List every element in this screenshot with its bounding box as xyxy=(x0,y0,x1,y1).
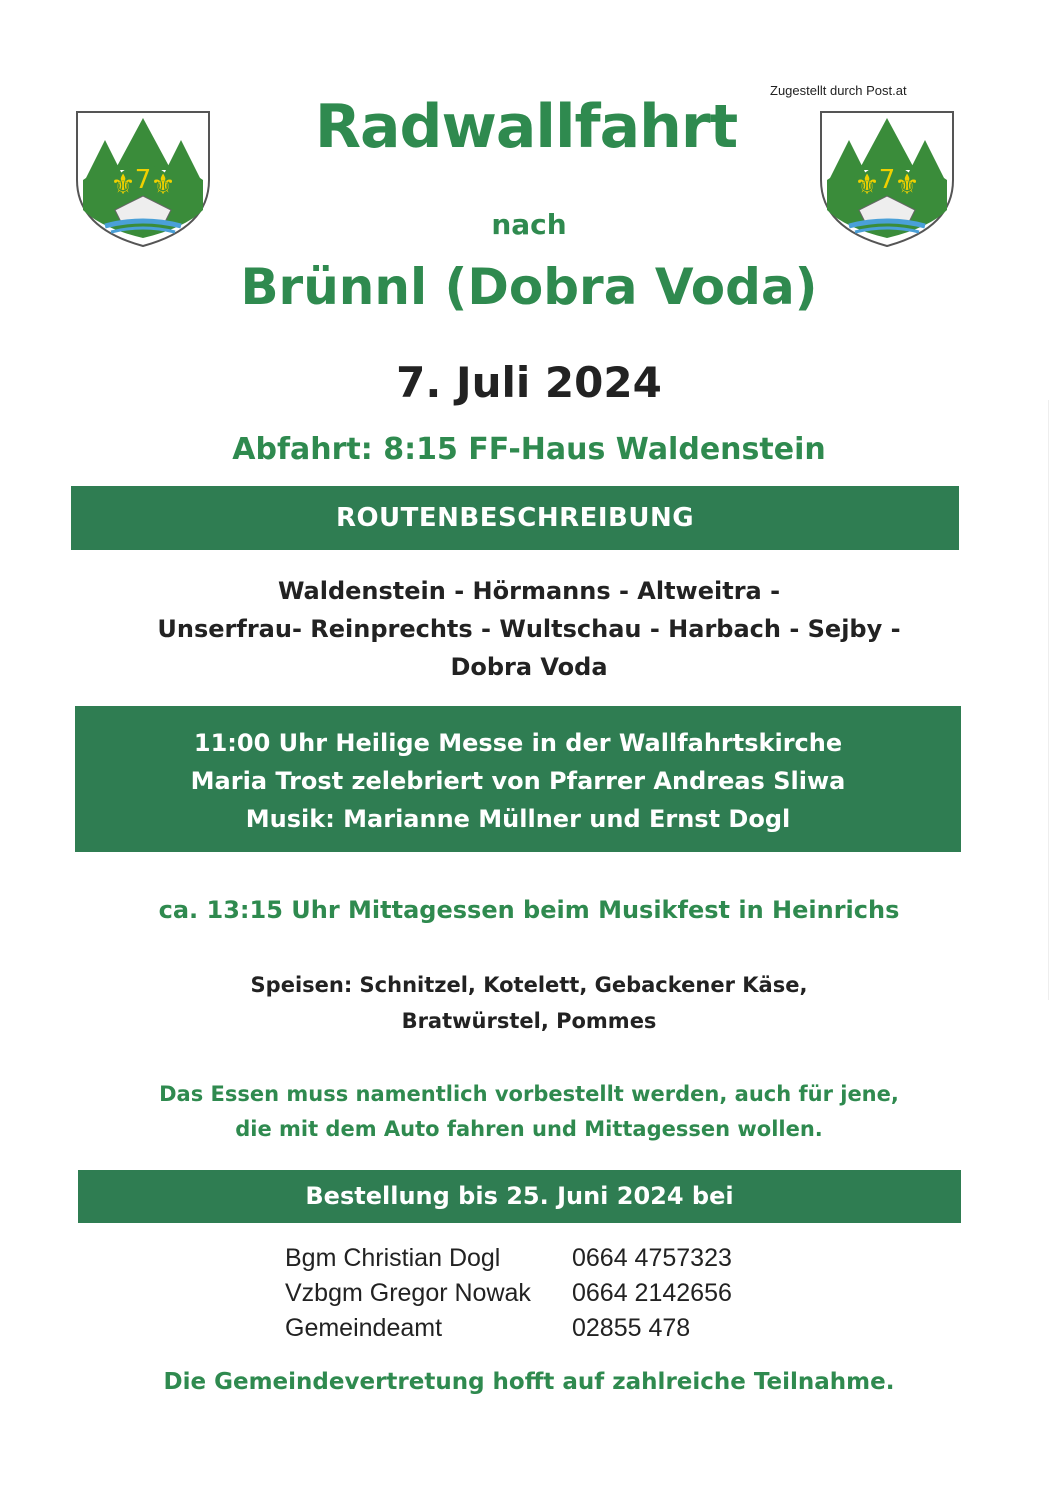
contact-list xyxy=(285,1241,732,1346)
mass-info-banner xyxy=(75,706,961,852)
note-line: die mit dem Auto fahren und Mittagessen wollen. xyxy=(235,1117,823,1141)
route-line: Unserfrau- Reinprechts - Wultschau - Harbach - Sejby - xyxy=(157,615,901,643)
contact-row xyxy=(285,1276,732,1311)
contact-row xyxy=(285,1311,732,1346)
order-heading: Bestellung bis 25. Juni 2024 bei xyxy=(305,1182,734,1210)
contact-name: Gemeindeamt xyxy=(285,1314,443,1342)
departure-info: Abfahrt: 8:15 FF-Haus Waldenstein xyxy=(232,432,826,467)
destination-heading: Brünnl (Dobra Voda) xyxy=(240,258,818,316)
svg-text:⚜: ⚜ xyxy=(150,168,176,201)
route-description xyxy=(0,572,1058,686)
note-line: Das Essen muss namentlich vorbestellt werden, auch für jene, xyxy=(159,1082,899,1106)
preorder-note xyxy=(0,1077,1058,1147)
food-menu xyxy=(0,967,1058,1039)
svg-text:7: 7 xyxy=(878,165,896,195)
postal-note: Zugestellt durch Post.at xyxy=(770,83,907,98)
contact-name: Bgm Christian Dogl xyxy=(285,1244,501,1272)
contact-row xyxy=(285,1241,732,1276)
route-heading: ROUTENBESCHREIBUNG xyxy=(335,503,695,533)
mass-line: 11:00 Uhr Heilige Messe in der Wallfahrtskirche xyxy=(193,729,843,757)
scan-edge-divider xyxy=(1048,400,1049,1000)
route-line: Dobra Voda xyxy=(450,653,608,681)
contact-phone: 02855 478 xyxy=(572,1314,691,1342)
closing-message: Die Gemeindevertretung hofft auf zahlreiche Teilnahme. xyxy=(163,1369,895,1395)
food-line: Speisen: Schnitzel, Kotelett, Gebackener Käse, xyxy=(250,973,808,997)
mass-line: Musik: Marianne Müllner und Ernst Dogl xyxy=(245,805,791,833)
contact-name: Vzbgm Gregor Nowak xyxy=(285,1279,531,1307)
svg-text:7: 7 xyxy=(134,165,152,195)
svg-text:⚜: ⚜ xyxy=(854,168,880,201)
mass-line: Maria Trost zelebriert von Pfarrer Andreas Sliwa xyxy=(190,767,846,795)
flyer-title: Radwallfahrt xyxy=(314,92,738,162)
order-deadline-banner xyxy=(78,1170,961,1223)
contact-phone: 0664 4757323 xyxy=(572,1244,732,1272)
route-line: Waldenstein - Hörmanns - Altweitra - xyxy=(277,577,781,605)
route-heading-banner xyxy=(71,486,959,550)
flyer-subtitle-nach: nach xyxy=(491,208,567,241)
event-date: 7. Juli 2024 xyxy=(396,358,662,407)
lunch-info: ca. 13:15 Uhr Mittagessen beim Musikfest in Heinrichs xyxy=(158,896,900,924)
food-line: Bratwürstel, Pommes xyxy=(401,1009,657,1033)
svg-text:⚜: ⚜ xyxy=(110,168,136,201)
svg-text:⚜: ⚜ xyxy=(894,168,920,201)
contact-phone: 0664 2142656 xyxy=(572,1279,732,1307)
